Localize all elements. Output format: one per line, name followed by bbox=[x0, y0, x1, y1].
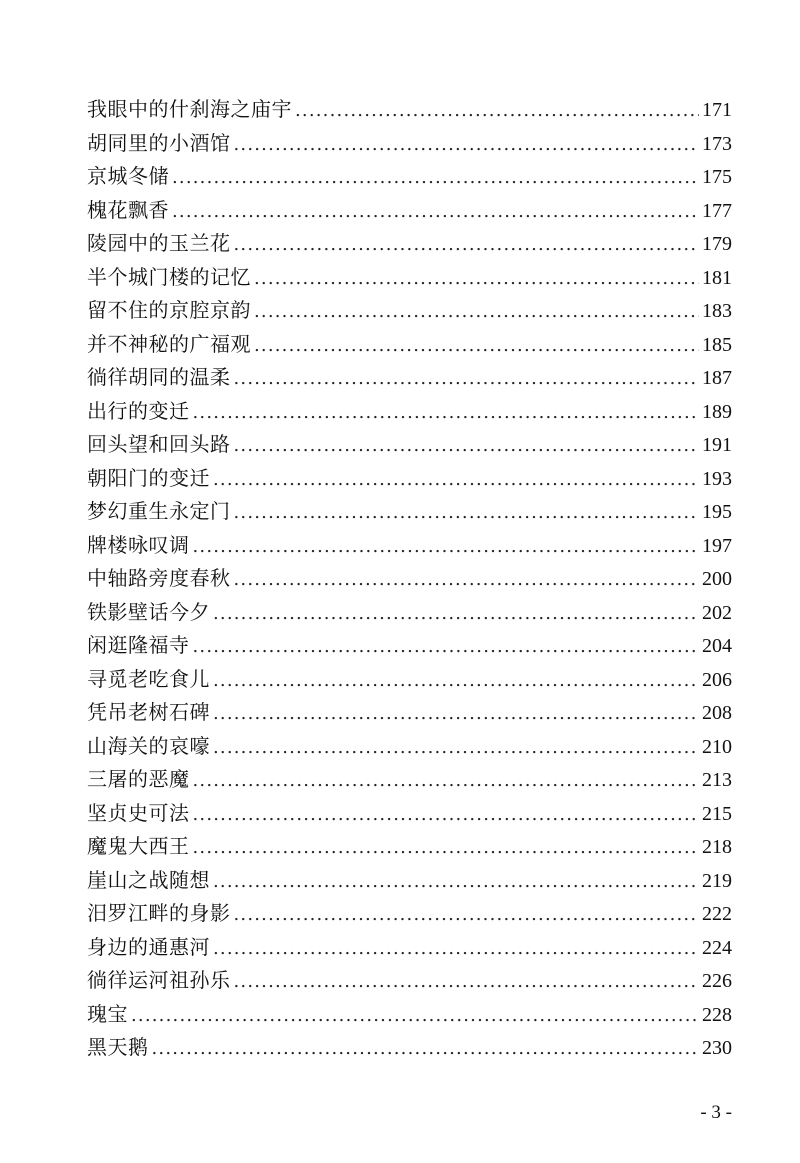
dot-leader bbox=[213, 597, 699, 631]
dot-leader bbox=[193, 831, 700, 865]
toc-entry-page: 228 bbox=[702, 1003, 732, 1026]
dot-leader bbox=[234, 898, 700, 932]
toc-entry bbox=[87, 194, 732, 228]
toc-entry-page: 183 bbox=[702, 300, 732, 322]
dot-leader bbox=[172, 195, 699, 229]
toc-entry-page: 197 bbox=[702, 534, 732, 557]
toc-entry bbox=[87, 160, 732, 194]
toc-entry-title: 并不神秘的广福观 bbox=[87, 331, 251, 356]
toc-entry-title: 槐花飘香 bbox=[87, 197, 169, 222]
toc-entry-page: 204 bbox=[702, 635, 732, 657]
toc-entry-page: 226 bbox=[702, 970, 732, 992]
toc-entry-page: 202 bbox=[702, 601, 732, 624]
toc-entry bbox=[87, 428, 732, 462]
dot-leader bbox=[234, 965, 700, 999]
toc-entry-page: 193 bbox=[702, 467, 732, 490]
toc-entry-title: 山海关的哀嚎 bbox=[87, 733, 210, 758]
toc-entry-title: 魔鬼大西王 bbox=[87, 834, 190, 858]
toc-entry-title: 崖山之战随想 bbox=[87, 867, 210, 892]
toc-entry bbox=[87, 495, 732, 529]
toc-entry-page: 218 bbox=[702, 836, 732, 858]
toc-entry-title: 寻觅老吃食儿 bbox=[87, 666, 210, 691]
dot-leader bbox=[213, 463, 699, 497]
dot-leader bbox=[152, 1032, 700, 1066]
dot-leader bbox=[193, 630, 700, 664]
toc-entry-title: 闲逛隆福寺 bbox=[87, 633, 190, 657]
toc-entry-title: 汨罗江畔的身影 bbox=[87, 901, 231, 925]
dot-leader bbox=[234, 496, 700, 530]
toc-entry bbox=[87, 361, 732, 395]
toc-entry-page: 210 bbox=[702, 735, 732, 758]
toc-entry-page: 224 bbox=[702, 936, 732, 959]
toc-entry-title: 牌楼咏叹调 bbox=[87, 532, 190, 557]
dot-leader bbox=[213, 697, 699, 731]
toc-entry-title: 凭吊老树石碑 bbox=[87, 700, 210, 724]
toc-entry-page: 189 bbox=[702, 400, 732, 423]
toc-entry-title: 黑天鹅 bbox=[87, 1035, 149, 1059]
toc-entry-title: 徜徉胡同的温柔 bbox=[87, 365, 231, 389]
toc-entry-page: 195 bbox=[702, 501, 732, 523]
toc-entry bbox=[87, 227, 732, 261]
dot-leader bbox=[213, 664, 699, 698]
table-of-contents bbox=[87, 93, 732, 1065]
toc-entry bbox=[87, 93, 732, 127]
toc-entry bbox=[87, 931, 732, 965]
dot-leader bbox=[213, 731, 699, 765]
toc-entry-page: 181 bbox=[702, 266, 732, 289]
toc-entry-title: 出行的变迁 bbox=[87, 398, 190, 423]
dot-leader bbox=[234, 228, 700, 262]
toc-entry bbox=[87, 964, 732, 998]
dot-leader bbox=[193, 764, 700, 798]
toc-entry bbox=[87, 261, 732, 295]
dot-leader bbox=[254, 262, 699, 296]
toc-entry bbox=[87, 730, 732, 764]
toc-entry-title: 徜徉运河祖孙乐 bbox=[87, 968, 231, 992]
toc-entry-page: 222 bbox=[702, 903, 732, 925]
dot-leader bbox=[172, 161, 699, 195]
dot-leader bbox=[254, 295, 699, 329]
dot-leader bbox=[193, 396, 700, 430]
dot-leader bbox=[234, 563, 700, 597]
dot-leader bbox=[234, 362, 700, 396]
dot-leader bbox=[193, 530, 700, 564]
toc-entry bbox=[87, 328, 732, 362]
toc-entry bbox=[87, 529, 732, 563]
toc-entry bbox=[87, 1031, 732, 1065]
toc-entry bbox=[87, 127, 732, 161]
dot-leader bbox=[213, 932, 699, 966]
toc-entry-page: 230 bbox=[702, 1037, 732, 1059]
toc-entry-page: 191 bbox=[702, 434, 732, 456]
toc-entry bbox=[87, 797, 732, 831]
dot-leader bbox=[234, 128, 700, 162]
toc-entry-title: 身边的通惠河 bbox=[87, 934, 210, 959]
dot-leader bbox=[213, 865, 699, 899]
toc-entry-page: 208 bbox=[702, 702, 732, 724]
toc-entry-page: 175 bbox=[702, 166, 732, 188]
toc-entry-page: 171 bbox=[702, 99, 732, 121]
page-number: - 3 - bbox=[700, 1102, 732, 1123]
toc-entry bbox=[87, 998, 732, 1032]
toc-entry-page: 179 bbox=[702, 233, 732, 255]
toc-entry-page: 213 bbox=[702, 769, 732, 791]
toc-entry-page: 185 bbox=[702, 333, 732, 356]
toc-entry-page: 206 bbox=[702, 668, 732, 691]
toc-entry-title: 留不住的京腔京韵 bbox=[87, 298, 251, 322]
toc-entry bbox=[87, 897, 732, 931]
toc-entry-page: 177 bbox=[702, 199, 732, 222]
toc-entry bbox=[87, 462, 732, 496]
dot-leader bbox=[193, 798, 700, 832]
toc-entry-page: 187 bbox=[702, 367, 732, 389]
toc-entry-title: 朝阳门的变迁 bbox=[87, 465, 210, 490]
dot-leader bbox=[295, 94, 699, 128]
toc-entry-title: 我眼中的什刹海之庙宇 bbox=[87, 97, 292, 121]
toc-entry-page: 215 bbox=[702, 802, 732, 825]
toc-entry-page: 219 bbox=[702, 869, 732, 892]
toc-entry bbox=[87, 830, 732, 864]
toc-entry bbox=[87, 864, 732, 898]
toc-entry bbox=[87, 294, 732, 328]
dot-leader bbox=[234, 429, 700, 463]
toc-entry-title: 京城冬储 bbox=[87, 164, 169, 188]
toc-entry-title: 陵园中的玉兰花 bbox=[87, 231, 231, 255]
toc-entry bbox=[87, 696, 732, 730]
toc-entry-title: 瑰宝 bbox=[87, 1001, 128, 1026]
dot-leader bbox=[131, 999, 699, 1033]
toc-entry-title: 梦幻重生永定门 bbox=[87, 499, 231, 523]
toc-entry bbox=[87, 629, 732, 663]
toc-entry-title: 回头望和回头路 bbox=[87, 432, 231, 456]
toc-entry-title: 铁影壁话今夕 bbox=[87, 599, 210, 624]
toc-entry-title: 三屠的恶魔 bbox=[87, 767, 190, 791]
toc-entry bbox=[87, 663, 732, 697]
toc-entry bbox=[87, 596, 732, 630]
toc-entry-title: 中轴路旁度春秋 bbox=[87, 566, 231, 590]
toc-entry bbox=[87, 395, 732, 429]
toc-entry-title: 坚贞史可法 bbox=[87, 800, 190, 825]
toc-entry-title: 胡同里的小酒馆 bbox=[87, 130, 231, 155]
toc-entry-title: 半个城门楼的记忆 bbox=[87, 264, 251, 289]
toc-entry-page: 200 bbox=[702, 568, 732, 590]
dot-leader bbox=[254, 329, 699, 363]
toc-entry bbox=[87, 763, 732, 797]
toc-entry-page: 173 bbox=[702, 132, 732, 155]
toc-entry bbox=[87, 562, 732, 596]
